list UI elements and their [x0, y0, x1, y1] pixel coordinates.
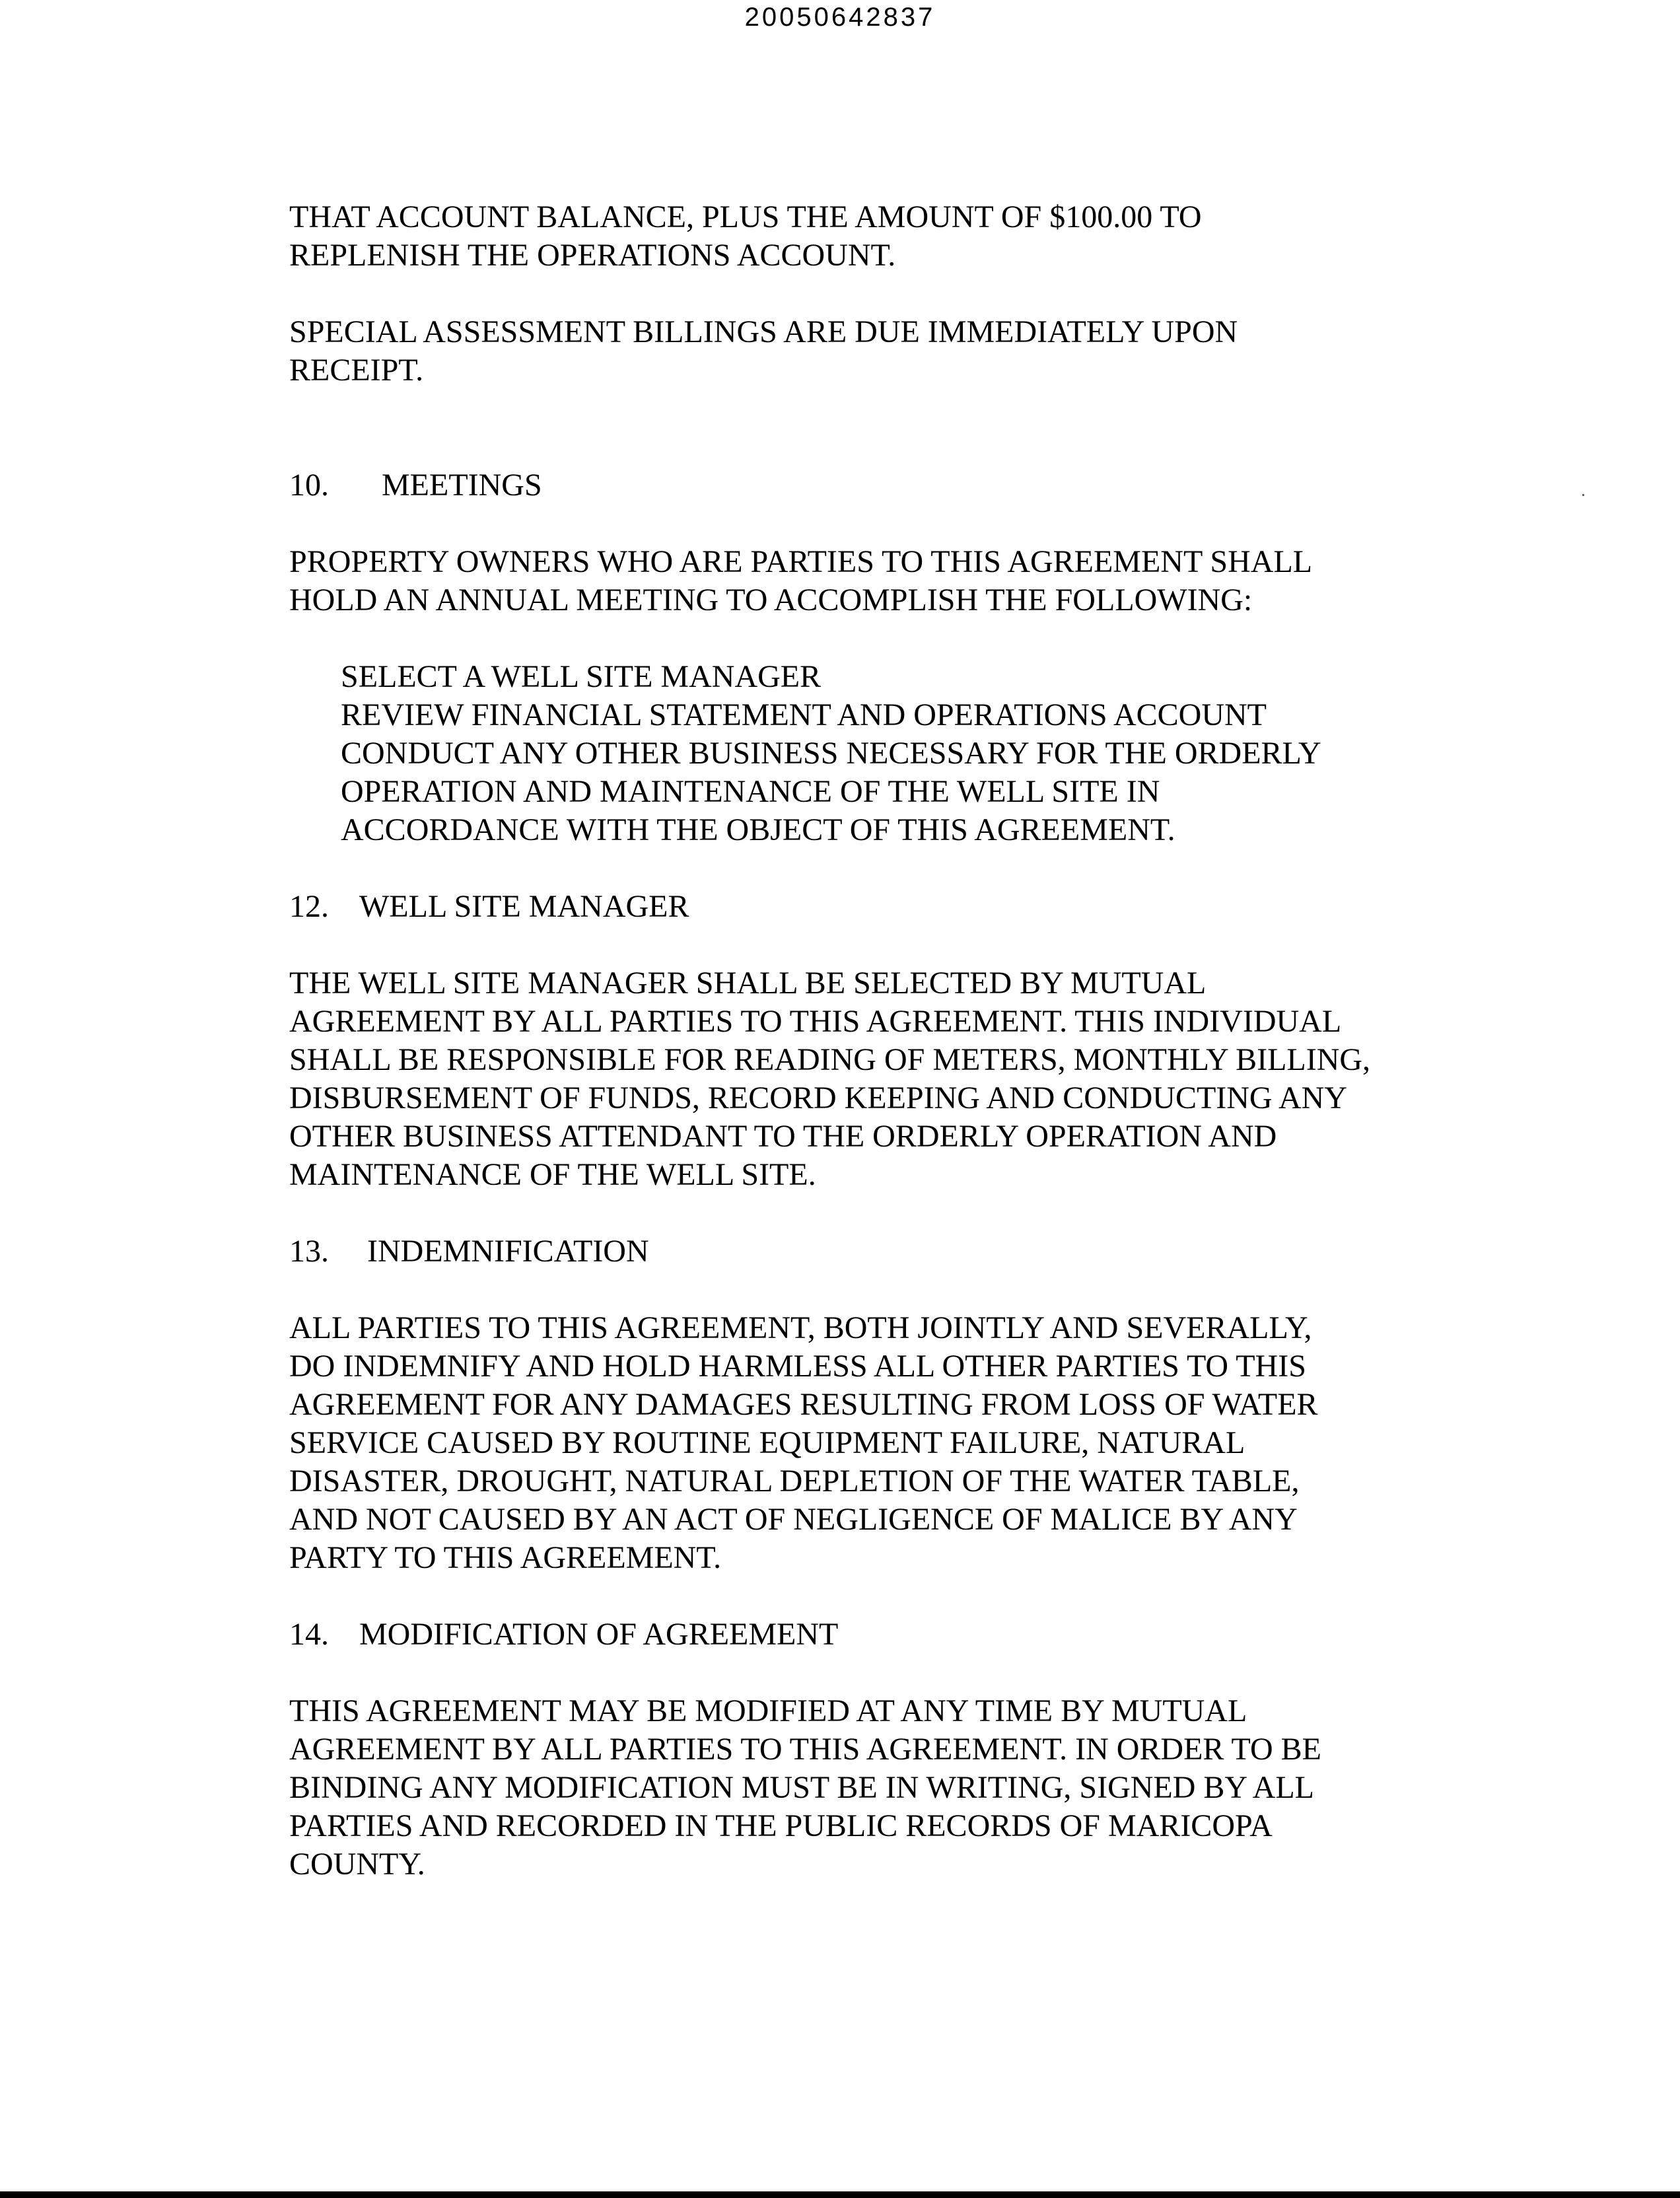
section-number: 13.: [289, 1234, 329, 1269]
meetings-paragraph: PROPERTY OWNERS WHO ARE PARTIES TO THIS AGREEMENT SHALL HOLD AN ANNUAL MEETING TO ACCOMPLISH THE FOLLOWING:: [289, 544, 1313, 618]
section-title: WELL SITE MANAGER: [359, 889, 689, 924]
section-number: 12.: [289, 889, 329, 924]
section-title: MODIFICATION OF AGREEMENT: [359, 1617, 839, 1652]
section-title: INDEMNIFICATION: [367, 1234, 649, 1269]
document-number: 20050642837: [744, 3, 936, 32]
section-title: MEETINGS: [382, 468, 542, 503]
section-number: 10.: [289, 468, 329, 503]
list-item: REVIEW FINANCIAL STATEMENT AND OPERATIONS ACCOUNT: [341, 697, 1267, 732]
bottom-border: [0, 2191, 1680, 2198]
well-site-manager-paragraph: THE WELL SITE MANAGER SHALL BE SELECTED BY MUTUAL AGREEMENT BY ALL PARTIES TO THIS AGREEMENT. THIS INDIVIDUAL SHALL BE RESPONSIBLE FOR READING OF METERS, MONTHLY BILLING, DISBURSEMENT OF FUNDS, RECORD KEEPING AND CONDUCTING ANY OTHER BUSINESS ATTENDANT TO THE ORDERLY OPERATION AND MAINTENANCE OF THE WELL SITE.: [289, 966, 1371, 1192]
intro-paragraph: THAT ACCOUNT BALANCE, PLUS THE AMOUNT OF $100.00 TO REPLENISH THE OPERATIONS ACCOUNT.: [289, 199, 1202, 273]
section-number: 14.: [289, 1617, 329, 1652]
meetings-list: [289, 658, 1452, 849]
scan-speck: [1582, 494, 1584, 496]
modification-paragraph: THIS AGREEMENT MAY BE MODIFIED AT ANY TIME BY MUTUAL AGREEMENT BY ALL PARTIES TO THIS AGREEMENT. IN ORDER TO BE BINDING ANY MODIFICATION MUST BE IN WRITING, SIGNED BY ALL PARTIES AND RECORDED IN THE PUBLIC RECORDS OF MARICOPA COUNTY.: [289, 1693, 1321, 1882]
document-body: [289, 198, 1452, 1884]
section-heading-indemnification: [289, 1232, 1452, 1271]
list-item: CONDUCT ANY OTHER BUSINESS NECESSARY FOR THE ORDERLY OPERATION AND MAINTENANCE OF THE WELL SITE IN ACCORDANCE WITH THE OBJECT OF THIS AGREEMENT.: [341, 736, 1321, 847]
indemnification-paragraph: ALL PARTIES TO THIS AGREEMENT, BOTH JOINTLY AND SEVERALLY, DO INDEMNIFY AND HOLD HARMLESS ALL OTHER PARTIES TO THIS AGREEMENT FOR ANY DAMAGES RESULTING FROM LOSS OF WATER SERVICE CAUSED BY ROUTINE EQUIPMENT FAILURE, NATURAL DISASTER, DROUGHT, NATURAL DEPLETION OF THE WATER TABLE, AND NOT CAUSED BY AN ACT OF NEGLIGENCE OF MALICE BY ANY PARTY TO THIS AGREEMENT.: [289, 1310, 1318, 1575]
section-heading-modification: [289, 1615, 1452, 1654]
special-assessment-paragraph: SPECIAL ASSESSMENT BILLINGS ARE DUE IMMEDIATELY UPON RECEIPT.: [289, 314, 1238, 388]
section-heading-meetings: [289, 466, 1452, 505]
list-item: SELECT A WELL SITE MANAGER: [341, 659, 822, 694]
section-heading-well-site-manager: [289, 888, 1452, 926]
